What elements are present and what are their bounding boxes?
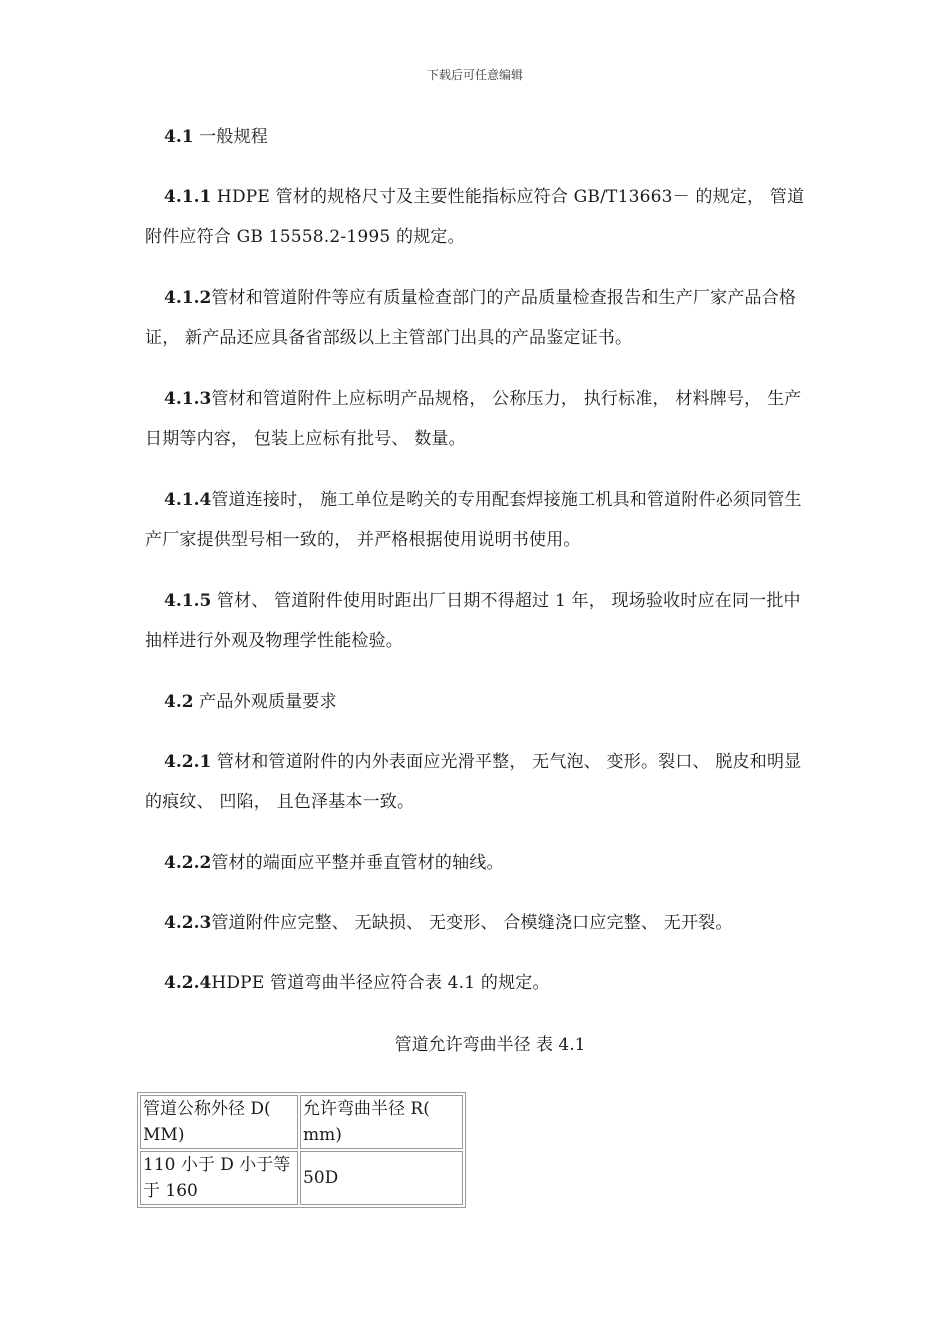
section-number: 4.1 <box>164 127 194 147</box>
paragraph-4-1-3 <box>145 379 810 459</box>
paragraph-4-1-1 <box>145 177 810 257</box>
paragraph-text: HDPE 管材的规格尺寸及主要性能指标应符合 GB/T13663－ 的规定， 管道附件应符合 GB 15558.2-1995 的规定。 <box>145 187 805 247</box>
section-number: 4.2.3 <box>164 913 212 933</box>
section-number: 4.2 <box>164 692 194 712</box>
paragraph-text: 一般规程 <box>193 127 268 147</box>
table-cell: 110 小于 D 小于等于 160 <box>140 1151 298 1205</box>
paragraph-text: 管道附件应完整、 无缺损、 无变形、 合模缝浇口应完整、 无开裂。 <box>211 913 733 933</box>
paragraph-4-2-2 <box>145 843 810 883</box>
section-number: 4.2.2 <box>164 853 212 873</box>
table-header-row <box>140 1095 463 1149</box>
section-number: 4.1.4 <box>164 490 212 510</box>
section-number: 4.1.5 <box>164 591 212 611</box>
paragraph-4-1-2 <box>145 278 810 358</box>
paragraph-text: HDPE 管道弯曲半径应符合表 4.1 的规定。 <box>211 973 550 993</box>
paragraph-text: 管材、 管道附件使用时距出厂日期不得超过 1 年， 现场验收时应在同一批中抽样进行外观及物理学性能检验。 <box>145 591 801 651</box>
bend-radius-table <box>137 1092 466 1208</box>
section-number: 4.1.2 <box>164 288 212 308</box>
paragraph-text: 产品外观质量要求 <box>193 692 337 712</box>
header-note: 下载后可任意编辑 <box>426 68 523 82</box>
section-number: 4.1.3 <box>164 389 212 409</box>
table-header-cell: 允许弯曲半径 R( mm) <box>300 1095 463 1149</box>
paragraph-text: 管材和管道附件等应有质量检查部门的产品质量检查报告和生产厂家产品合格证， 新产品还应具备省部级以上主管部门出具的产品鉴定证书。 <box>145 288 797 348</box>
table-cell: 50D <box>300 1151 463 1205</box>
paragraph-4-2 <box>145 682 810 722</box>
paragraph-text: 管材的端面应平整并垂直管材的轴线。 <box>211 853 504 873</box>
paragraph-text: 管材和管道附件的内外表面应光滑平整， 无气泡、 变形。裂口、 脱皮和明显的痕纹、 凹陷， 且色泽基本一致。 <box>145 752 802 812</box>
paragraph-4-1-5 <box>145 581 810 661</box>
paragraph-4-2-4 <box>145 963 810 1003</box>
section-number: 4.2.1 <box>164 752 212 772</box>
section-number: 4.2.4 <box>164 973 212 993</box>
section-number: 4.1.1 <box>164 187 212 207</box>
paragraph-text: 管道连接时， 施工单位是哟关的专用配套焊接施工机具和管道附件必须同管生产厂家提供型号相一致的， 并严格根据使用说明书使用。 <box>145 490 802 550</box>
table-row <box>140 1151 463 1205</box>
table-header-cell: 管道公称外径 D( MM) <box>140 1095 298 1149</box>
paragraph-4-1 <box>145 117 810 157</box>
paragraph-4-2-1 <box>145 742 810 822</box>
table-caption: 管道允许弯曲半径 表 4.1 <box>394 1035 586 1055</box>
paragraph-4-2-3 <box>145 903 810 943</box>
paragraph-text: 管材和管道附件上应标明产品规格， 公称压力， 执行标准， 材料牌号， 生产日期等内容， 包装上应标有批号、 数量。 <box>145 389 802 449</box>
paragraph-4-1-4 <box>145 480 810 560</box>
